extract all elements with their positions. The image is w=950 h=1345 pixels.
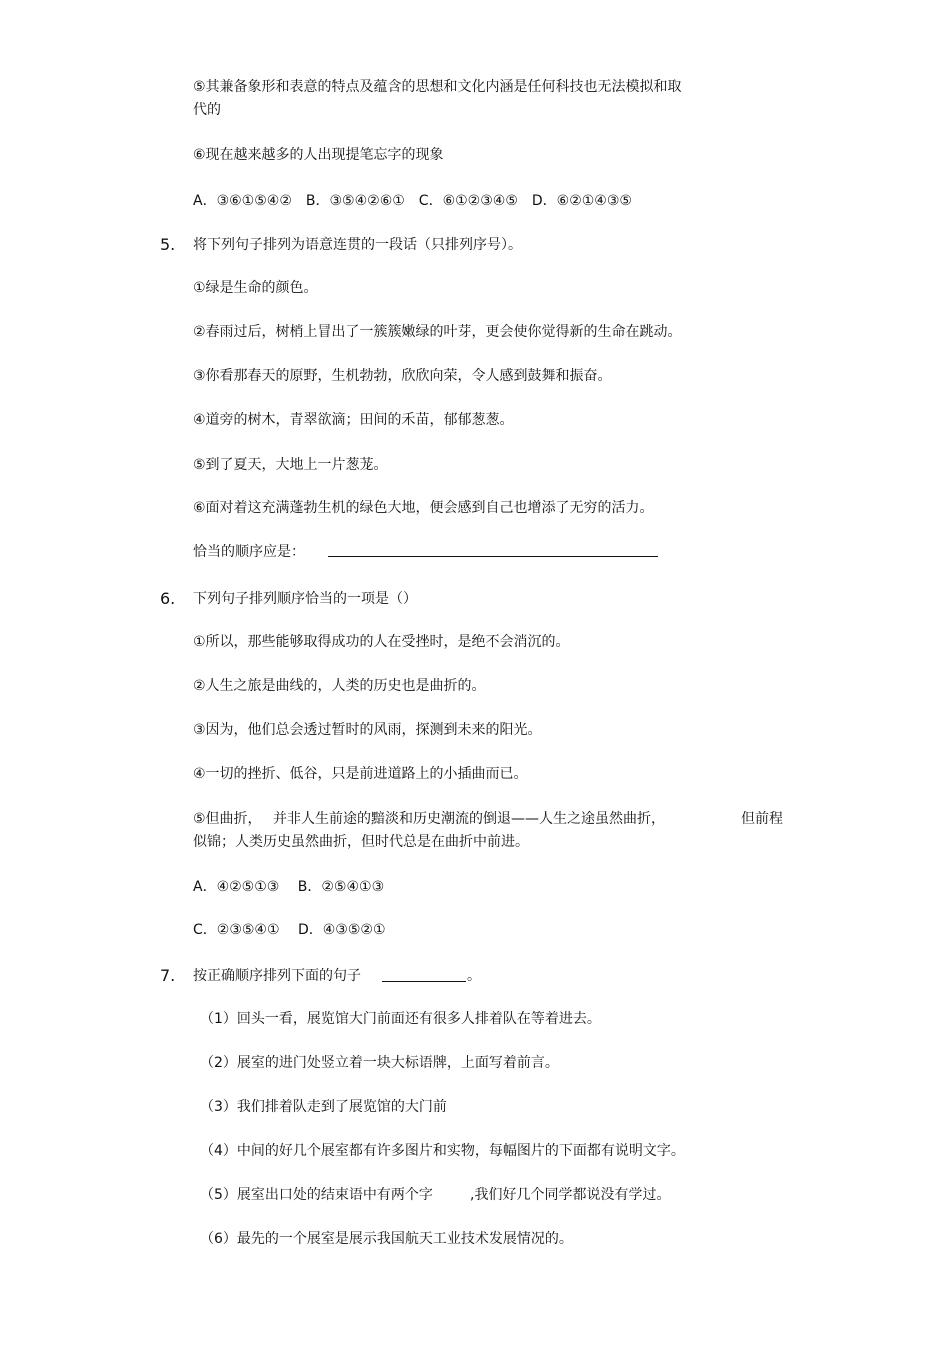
- q6-item: ④一切的挫折、低谷，只是前进道路上的小插曲而已。: [193, 766, 528, 782]
- q7-stem: 按正确顺序排列下面的句子: [193, 968, 361, 984]
- q7-item: （3）我们排着队走到了展览馆的大门前: [200, 1099, 447, 1115]
- q6-item-5-part-c: 但前程: [741, 811, 783, 827]
- q5-stem: 将下列句子排列为语意连贯的一段话（只排列序号）。: [193, 237, 522, 253]
- q6-item: ②人生之旅是曲线的，人类的历史也是曲折的。: [193, 678, 486, 694]
- q5-item: ⑥面对着这充满蓬勃生机的绿色大地，便会感到自己也增添了无穷的活力。: [193, 500, 654, 516]
- q5-item: ①绿是生命的颜色。: [193, 280, 318, 296]
- q6-options-row2: C．②③⑤④① D．④③⑤②①: [193, 922, 386, 938]
- q5-item: ③你看那春天的原野，生机勃勃，欣欣向荣，令人感到鼓舞和振奋。: [193, 368, 612, 384]
- q7-item: （4）中间的好几个展室都有许多图片和实物，每幅图片的下面都有说明文字。: [200, 1143, 685, 1159]
- q6-item-5-part-a: ⑤但曲折，: [193, 811, 262, 827]
- q5-answer-blank[interactable]: [328, 556, 658, 557]
- q7-item-5-part-b: ,我们好几个同学都说没有学过。: [470, 1187, 671, 1203]
- q6-options-row1: A．④②⑤①③ B．②⑤④①③: [193, 879, 385, 895]
- q5-item: ④道旁的树木，青翠欲滴；田间的禾苗，郁郁葱葱。: [193, 412, 514, 428]
- q7-item: （6）最先的一个展室是展示我国航天工业技术发展情况的。: [200, 1231, 573, 1247]
- q4-item-5-line1: ⑤其兼备象形和表意的特点及蕴含的思想和文化内涵是任何科技也无法模拟和取: [193, 79, 682, 95]
- q7-number: 7.: [160, 966, 176, 985]
- q7-answer-blank[interactable]: [382, 981, 466, 982]
- q5-item: ⑤到了夏天，大地上一片葱茏。: [193, 457, 388, 473]
- q5-number: 5.: [160, 235, 176, 254]
- q6-item: ③因为，他们总会透过暂时的风雨，探测到未来的阳光。: [193, 722, 542, 738]
- q6-number: 6.: [160, 589, 176, 608]
- q4-item-5-line2: 代的: [193, 102, 221, 118]
- q7-item-5-part-a: （5）展室出口处的结束语中有两个字: [200, 1187, 433, 1203]
- q6-stem: 下列句子排列顺序恰当的一项是（）: [193, 591, 417, 607]
- q7-item: （2）展室的进门处竖立着一块大标语牌，上面写着前言。: [200, 1055, 559, 1071]
- q6-item-5-part-b: 并非人生前途的黯淡和历史潮流的倒退——人生之途虽然曲折，: [273, 811, 665, 827]
- q7-item: （1）回头一看，展览馆大门前面还有很多人排着队在等着进去。: [200, 1011, 601, 1027]
- q6-item-5-line2: 似锦；人类历史虽然曲折，但时代总是在曲折中前进。: [193, 834, 529, 850]
- q7-stem-end: 。: [467, 968, 481, 984]
- q4-item-6: ⑥现在越来越多的人出现提笔忘字的现象: [193, 147, 444, 163]
- q4-options: A．③⑥①⑤④② B．③⑤④②⑥① C．⑥①②③④⑤ D．⑥②①④③⑤: [193, 193, 632, 209]
- q5-item: ②春雨过后，树梢上冒出了一簇簇嫩绿的叶芽，更会使你觉得新的生命在跳动。: [193, 324, 682, 340]
- q5-answer-label: 恰当的顺序应是：: [193, 544, 305, 560]
- q6-item: ①所以，那些能够取得成功的人在受挫时，是绝不会消沉的。: [193, 634, 570, 650]
